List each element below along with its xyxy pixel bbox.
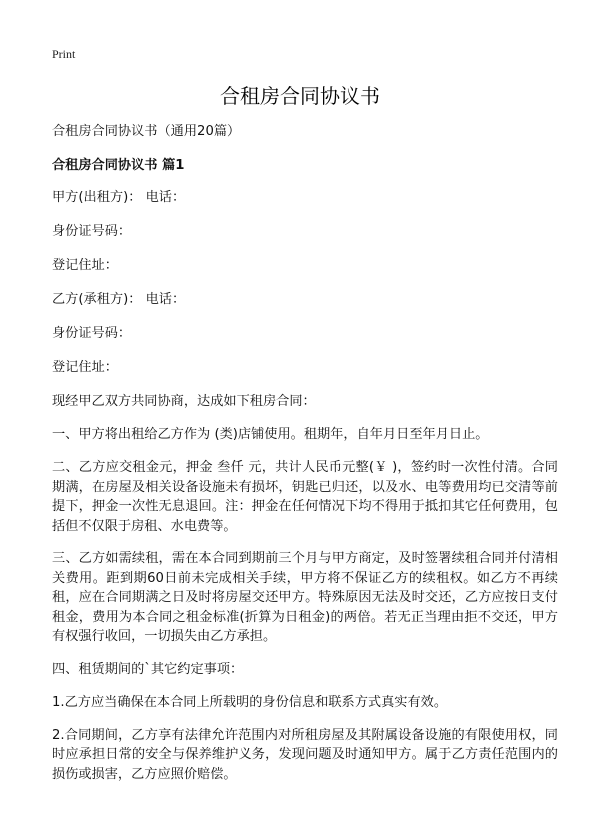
document-subtitle: 合租房合同协议书（通用20篇） bbox=[52, 124, 241, 139]
party-a-id-field: 身份证号码： bbox=[52, 224, 132, 239]
clause-4-item-1: 1.乙方应当确保在本合同上所载明的身份信息和联系方式真实有效。 bbox=[52, 694, 448, 710]
document-title: 合租房合同协议书 bbox=[220, 84, 380, 108]
clause-1: 一、甲方将出租给乙方作为 (类)店铺使用。租期年，自年月日至年月日止。 bbox=[52, 427, 489, 442]
print-label: Print bbox=[52, 47, 76, 61]
party-b-field: 乙方(承租方)： 电话： bbox=[52, 292, 186, 307]
clause-3: 三、乙方如需续租，需在本合同到期前三个月与甲方商定，及时签署续租合同并付清相关费用。距到期60日前未完成相关手续，甲方将不保证乙方的续租权。如乙方不再续租，应在合同期满之日及时将房屋交还甲方。特殊原因无法及时交还，乙方应按日支付租金，费用为本合同之租金标准(折算为日租金)的两倍。若无正当理由拒不交还，甲方有权强行收回，一切损失由乙方承担。 bbox=[52, 551, 558, 644]
document-body bbox=[52, 122, 558, 797]
party-b-id-field: 身份证号码： bbox=[52, 326, 132, 341]
clause-4: 四、租赁期间的`其它约定事项： bbox=[52, 661, 244, 677]
clause-4-item-2: 2.合同期间，乙方享有法律允许范围内对所租房屋及其附属设备设施的有限使用权，同时应承担日常的安全与保养维护义务，发现问题及时通知甲方。属于乙方责任范围内的损伤或损害，乙方应照价赔偿。 bbox=[52, 727, 558, 782]
clause-2: 二、乙方应交租金元，押金 叁仟 元，共计人民币元整(￥ )，签约时一次性付清。合同期满，在房屋及相关设备设施未有损坏，钥匙已归还，以及水、电等费用均已交清等前提下，押金一次性无息退回。注：押金在任何情况下均不得用于抵扣其它任何费用，包括但不仅限于房租、水电费等。 bbox=[52, 460, 558, 534]
contract-intro: 现经甲乙双方共同协商，达成如下租房合同： bbox=[52, 394, 316, 409]
party-b-address-field: 登记住址： bbox=[52, 360, 118, 375]
party-a-address-field: 登记住址： bbox=[52, 258, 118, 273]
party-a-field: 甲方(出租方)： 电话： bbox=[52, 190, 186, 205]
section-heading: 合租房合同协议书 篇1 bbox=[52, 158, 185, 173]
